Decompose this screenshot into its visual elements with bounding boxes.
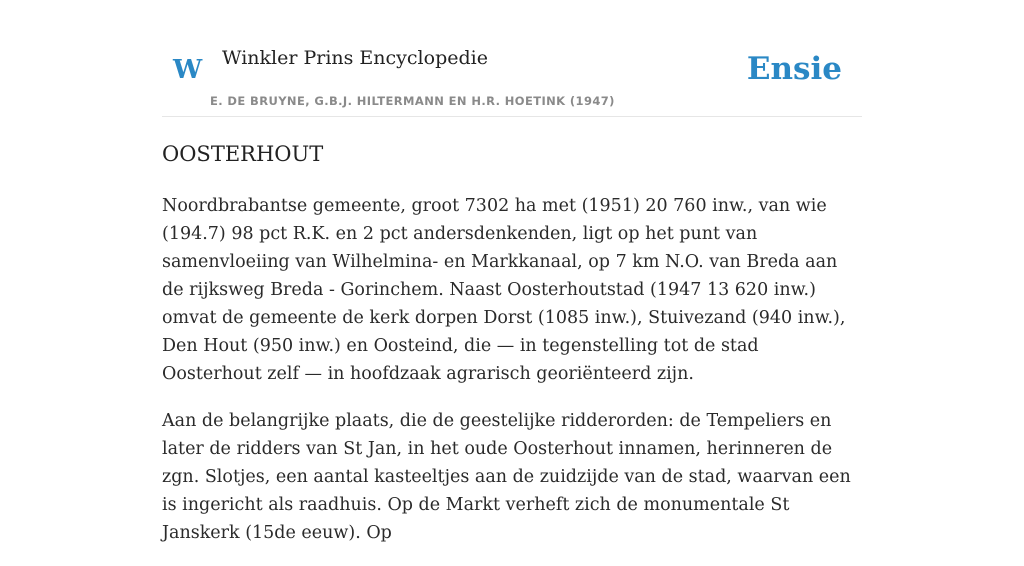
- source-logo-icon[interactable]: W: [173, 55, 203, 85]
- article-paragraph: Aan de belangrijke plaats, die de geestelijke ridderorden: de Tempeliers en later de ridders van St Jan, in het oude Oosterhout innamen, herinneren de zgn. Slotjes, een aantal kasteeltjes aan de zuidzijde van de stad, waarvan een is ingericht als raadhuis. Op de Markt verheft zich de monumentale St Janskerk (15de eeuw). Op: [162, 411, 851, 543]
- article-body: [162, 192, 862, 566]
- article-paragraph: Noordbrabantse gemeente, groot 7302 ha met (1951) 20 760 inw., van wie (194.7) 98 pct R.K. en 2 pct andersdenkenden, ligt op het punt van samenvloeiing van Wilhelmina- en Markkanaal, op 7 km N.O. van Breda aan de rijksweg Breda - Gorinchem. Naast Oosterhoutstad (1947 13 620 inw.) omvat de gemeente de kerk dorpen Dorst (1085 inw.), Stuivezand (940 inw.), Den Hout (950 inw.) en Oosteind, die — in tegenstelling tot de stad Oosterhout zelf — in hoofdzaak agrarisch georiënteerd zijn.: [162, 196, 846, 384]
- source-title[interactable]: Winkler Prins Encyclopedie: [222, 47, 488, 69]
- brand-logo[interactable]: Ensie: [746, 51, 842, 87]
- source-header: [162, 0, 862, 117]
- article-title: OOSTERHOUT: [162, 142, 324, 166]
- source-authors: E. DE BRUYNE, G.B.J. HILTERMANN EN H.R. HOETINK (1947): [210, 94, 615, 108]
